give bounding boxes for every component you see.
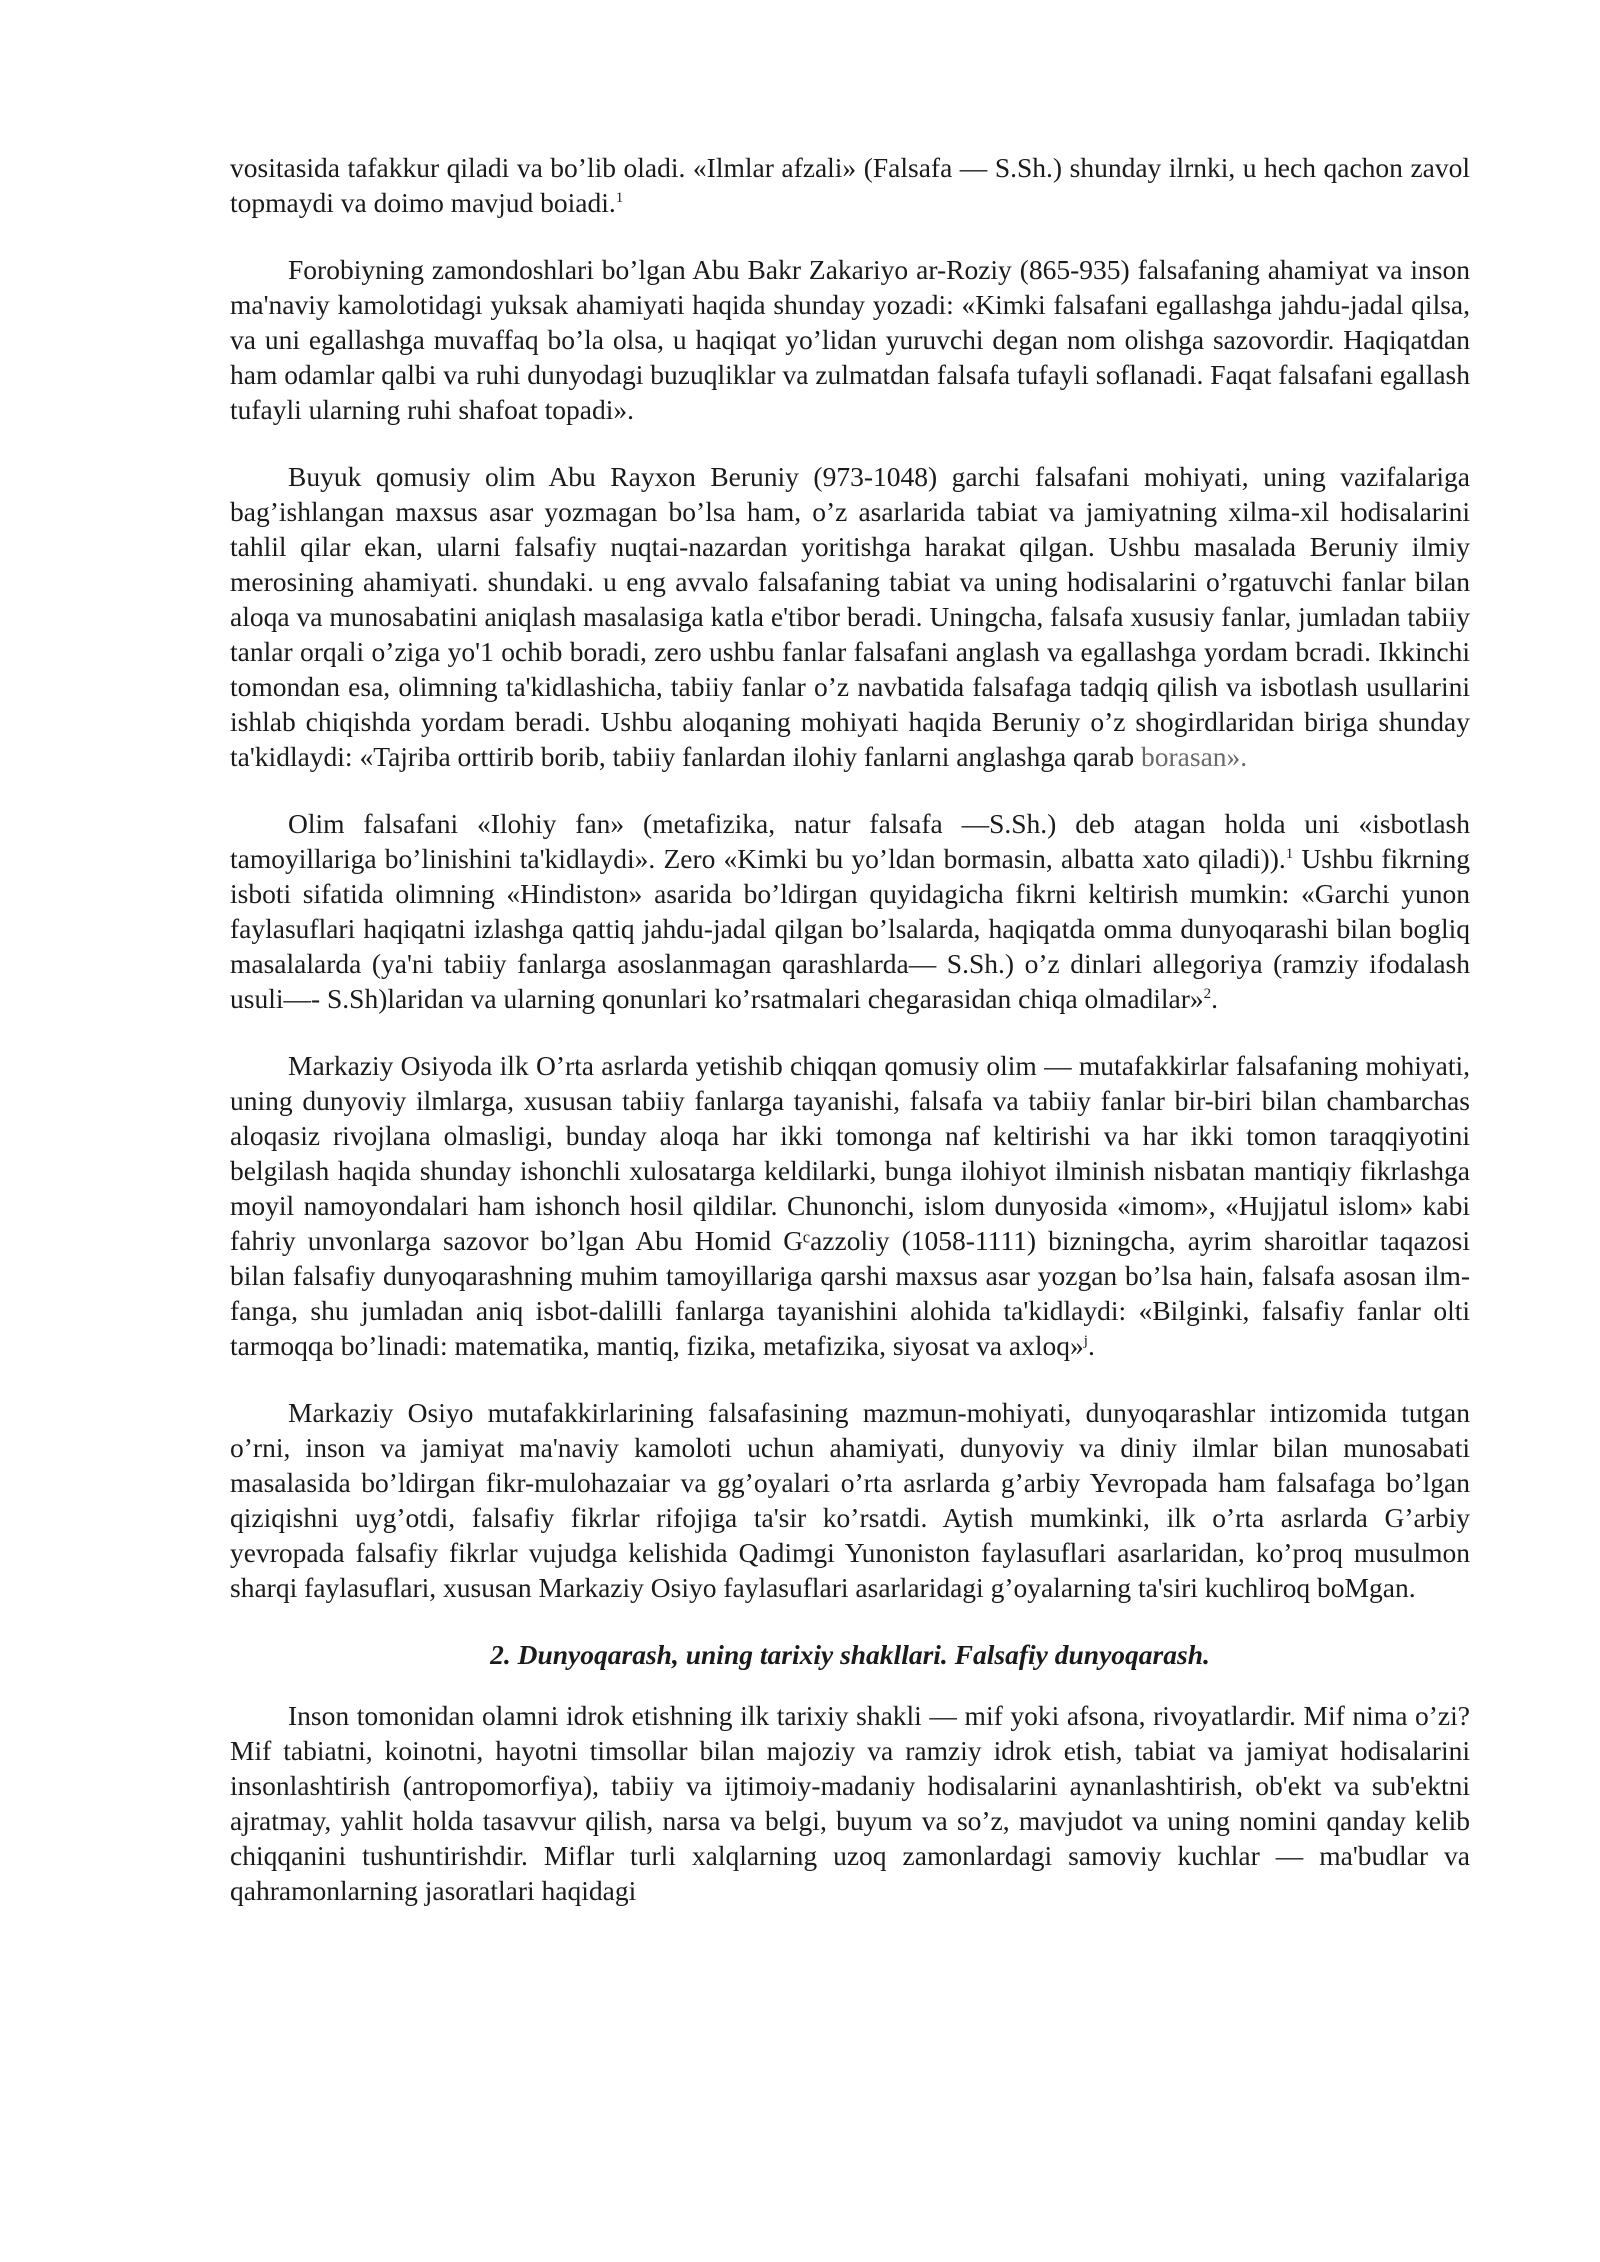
paragraph-4-text: Olim falsafani «Ilohiy fan» (metafizika, natur falsafa —S.Sh.) deb atagan holda uni «isbotlash tamoyillariga bo’linishini ta'kidlaydi». Zero «Kimki bu yo’ldan bormasin, albatta xato qiladi)). xyxy=(230,808,1470,874)
paragraph-7-text: Inson tomonidan olamni idrok etishning ilk tarixiy shakli — mif yoki afsona, rivoyatlardir. Mif nima o’zi? Mif tabiatni, koinotni, hayotni timsollar bilan majoziy va ramziy idrok etish, tabiat va jamiyat hodisalarini insonlashtirish (antropomorfiya), tabiiy va ijtimoiy-madaniy hodisalarini aynanlashtirish, ob'ekt va sub'ektni ajratmay, yahlit holda tasavvur qilish, narsa va belgi, buyum va so’z, mavjudot va uning nomini qanday kelib chiqqanini tushuntirishdir. Miflar turli xalqlarning uzoq zamonlardagi samoviy kuchlar — ma'budlar va qahramonlarning jasoratlari haqidagi xyxy=(230,1700,1470,1906)
paragraph-5-text-2: . xyxy=(1087,1330,1095,1361)
footnote-marker: 1 xyxy=(615,189,624,206)
section-heading: 2. Dunyoqarash, uning tarixiy shakllari. Falsafiy dunyoqarash. xyxy=(490,1639,1210,1670)
paragraph-4 xyxy=(230,806,1470,1016)
paragraph-5-text: Markaziy Osiyoda ilk O’rta asrlarda yetishib chiqqan qomusiy olim — mutafakkirlar falsafaning mohiyati, uning dunyoviy ilmlarga, xususan tabiiy fanlarga tayanishi, falsafa va tabiiy fanlar bir-biri bilan chambarchas aloqasiz rivojlana olmasligi, bunday aloqa har ikki tomonga naf keltirishi va har ikki tomon taraqqiyotini belgilash haqida shunday ishonchli xulosatarga keldilarki, bunga ilohiyot ilminish nisbatan mantiqiy fikrlashga moyil namoyondalari ham ishonch hosil qildilar. Chunonchi, islom dunyosida «imom», «Hujjatul islom» kabi fahriy unvonlarga sazovor bo’lgan Abu Homid Gᶜazzoliy (1058-1111) bizningcha, ayrim sharoitlar taqazosi bilan falsafiy dunyoqarashning muhim tamoyillariga qarshi maxsus asar yozgan bo’lsa hain, falsafa asosan ilm-fanga, shu jumladan aniq isbot-dalilli fanlarga tayanishini alohida ta'kidlaydi: «Bilginki, falsafiy fanlar olti tarmoqqa bo’linadi: matematika, mantiq, fizika, metafizika, siyosat va axloq» xyxy=(230,1050,1470,1361)
paragraph-3 xyxy=(230,459,1470,774)
paragraph-6 xyxy=(230,1395,1470,1605)
document-page xyxy=(230,150,1470,1908)
paragraph-5 xyxy=(230,1048,1470,1363)
footnote-marker: 1 xyxy=(1285,845,1294,862)
paragraph-1-text: vositasida tafakkur qiladi va bo’lib oladi. «Ilmlar afzali» (Falsafa — S.Sh.) shunday ilrnki, u hech qachon zavol topmaydi va doimo mavjud boiadi. xyxy=(230,152,1470,218)
paragraph-7 xyxy=(230,1698,1470,1908)
paragraph-3-text: Buyuk qomusiy olim Abu Rayxon Beruniy (973-1048) garchi falsafani mohiyati, uning vazifalariga bag’ishlangan maxsus asar yozmagan bo’lsa ham, o’z asarlarida tabiat va jamiyatning xilma-xil hodisalarini tahlil qilar ekan, ularni falsafiy nuqtai-nazardan yoritishga harakat qilgan. Ushbu masalada Beruniy ilmiy merosining ahamiyati. shundaki. u eng avvalo falsafaning tabiat va uning hodisalarini o’rgatuvchi fanlar bilan aloqa va munosabatini aniqlash masalasiga katla e'tibor beradi. Uningcha, falsafa xususiy fanlar, jumladan tabiiy tanlar orqali o’ziga yo'1 ochib boradi, zero ushbu fanlar falsafani anglash va egallashga yordam bcradi. Ikkinchi tomondan esa, olimning ta'kidlashicha, tabiiy fanlar o’z navbatida falsafaga tadqiq qilish va isbotlash usullarini ishlab chiqishda yordam beradi. Ushbu aloqaning mohiyati haqida Beruniy o’z shogirdlaridan biriga shunday ta'kidlaydi: «Tajriba orttirib borib, tabiiy fanlardan ilohiy fanlarni anglashga qarab xyxy=(230,461,1470,772)
paragraph-4-text-3: . xyxy=(1211,983,1219,1014)
paragraph-2-text: Forobiyning zamondoshlari bo’lgan Abu Bakr Zakariyo ar-Roziy (865-935) falsafaning ahamiyat va inson ma'naviy kamolotidagi yuksak ahamiyati haqida shunday yozadi: «Kimki falsafani egallashga jahdu-jadal qilsa, va uni egallashga muvaffaq bo’la olsa, u haqiqat yo’lidan yuruvchi degan nom olishga sazovordir. Haqiqatdan ham odamlar qalbi va ruhi dunyodagi buzuqliklar va zulmatdan falsafa tufayli soflanadi. Faqat falsafani egallash tufayli ularning ruhi shafoat topadi». xyxy=(230,254,1470,425)
paragraph-2 xyxy=(230,252,1470,427)
footnote-marker: j xyxy=(1083,1332,1088,1349)
footnote-marker: 2 xyxy=(1203,985,1212,1002)
paragraph-6-text: Markaziy Osiyo mutafakkirlarining falsafasining mazmun-mohiyati, dunyoqarashlar intizomida tutgan o’rni, inson va jamiyat ma'naviy kamoloti uchun ahamiyati, dunyoviy va diniy ilmlar bilan munosabati masalasida bo’ldirgan fikr-mulohazaiar va gg’oyalari o’rta asrlarda g’arbiy Yevropada ham falsafaga bo’lgan qiziqishni uyg’otdi, falsafiy fikrlar rifojiga ta'sir ko’rsatdi. Aytish mumkinki, ilk o’rta asrlarda G’arbiy yevropada falsafiy fikrlar vujudga kelishida Qadimgi Yunoniston faylasuflari asarlaridan, ko’proq musulmon sharqi faylasuflari, xususan Markaziy Osiyo faylasuflari asarlaridagi g’oyalarning ta'siri kuchliroq boMgan. xyxy=(230,1397,1470,1603)
paragraph-1 xyxy=(230,150,1470,220)
paragraph-4-text-2: Ushbu fikrning isboti sifatida olimning «Hindiston» asarida bo’ldirgan quyidagicha fikrni keltirish mumkin: «Garchi yunon faylasuflari haqiqatni izlashga qattiq jahdu-jadal qilgan bo’lsalarda, haqiqatda omma dunyoqarashi bilan bogliq masalalarda (ya'ni tabiiy fanlarga asoslanmagan qarashlarda— S.Sh.) o’z dinlari allegoriya (ramziy ifodalash usuli—- S.Sh)laridan va ularning qonunlari ko’rsatmalari chegarasidan chiqa olmadilar» xyxy=(230,843,1470,1014)
paragraph-3-tail: borasan». xyxy=(1134,741,1248,772)
